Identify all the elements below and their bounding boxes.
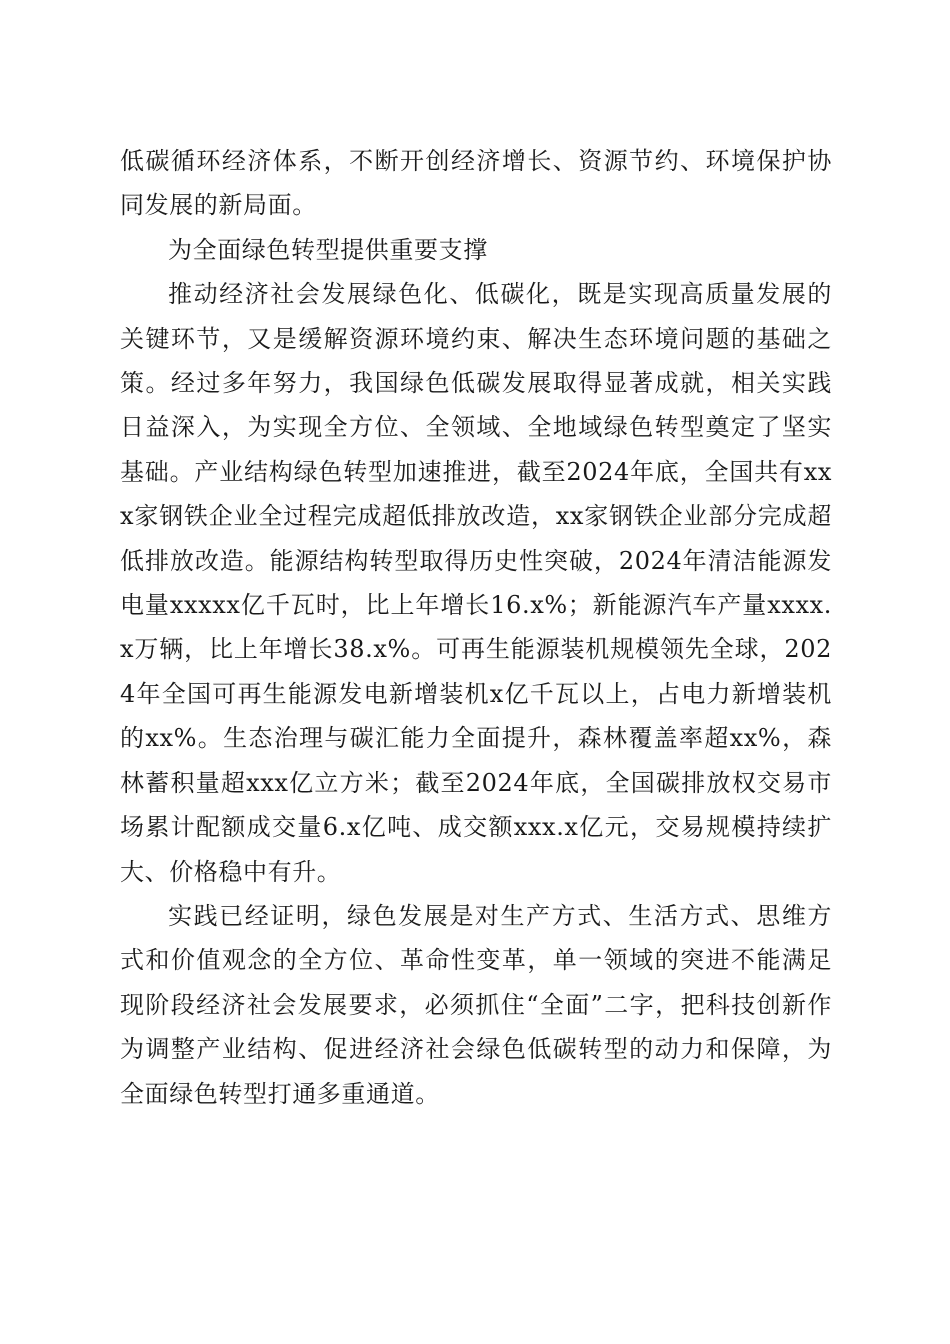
document-body <box>120 139 832 1116</box>
section-heading: 为全面绿色转型提供重要支撑 <box>168 235 488 264</box>
paragraph-achievements: 推动经济社会发展绿色化、低碳化，既是实现高质量发展的关键环节，又是缓解资源环境约束、解决生态环境问题的基础之策。经过多年努力，我国绿色低碳发展取得显著成就，相关实践日益深入，为实现全方位、全领域、全地域绿色转型奠定了坚实基础。产业结构绿色转型加速推进，截至2024年底，全国共有xxx家钢铁企业全过程完成超低排放改造，xx家钢铁企业部分完成超低排放改造。能源结构转型取得历史性突破，2024年清洁能源发电量xxxxx亿千瓦时，比上年增长16.x%；新能源汽车产量xxxx.x万辆，比上年增长38.x%。可再生能源装机规模领先全球，2024年全国可再生能源发电新增装机x亿千瓦以上，占电力新增装机的xx%。生态治理与碳汇能力全面提升，森林覆盖率超xx%，森林蓄积量超xxx亿立方米；截至2024年底，全国碳排放权交易市场累计配额成交量6.x亿吨、成交额xxx.x亿元，交易规模持续扩大、价格稳中有升。 <box>120 280 832 886</box>
paragraph-continuation: 低碳循环经济体系，不断开创经济增长、资源节约、环境保护协同发展的新局面。 <box>120 147 832 220</box>
paragraph-conclusion: 实践已经证明，绿色发展是对生产方式、生活方式、思维方式和价值观念的全方位、革命性变革，单一领域的突进不能满足现阶段经济社会发展要求，必须抓住“全面”二字，把科技创新作为调整产业结构、促进经济社会绿色低碳转型的动力和保障，为全面绿色转型打通多重通道。 <box>120 901 832 1108</box>
